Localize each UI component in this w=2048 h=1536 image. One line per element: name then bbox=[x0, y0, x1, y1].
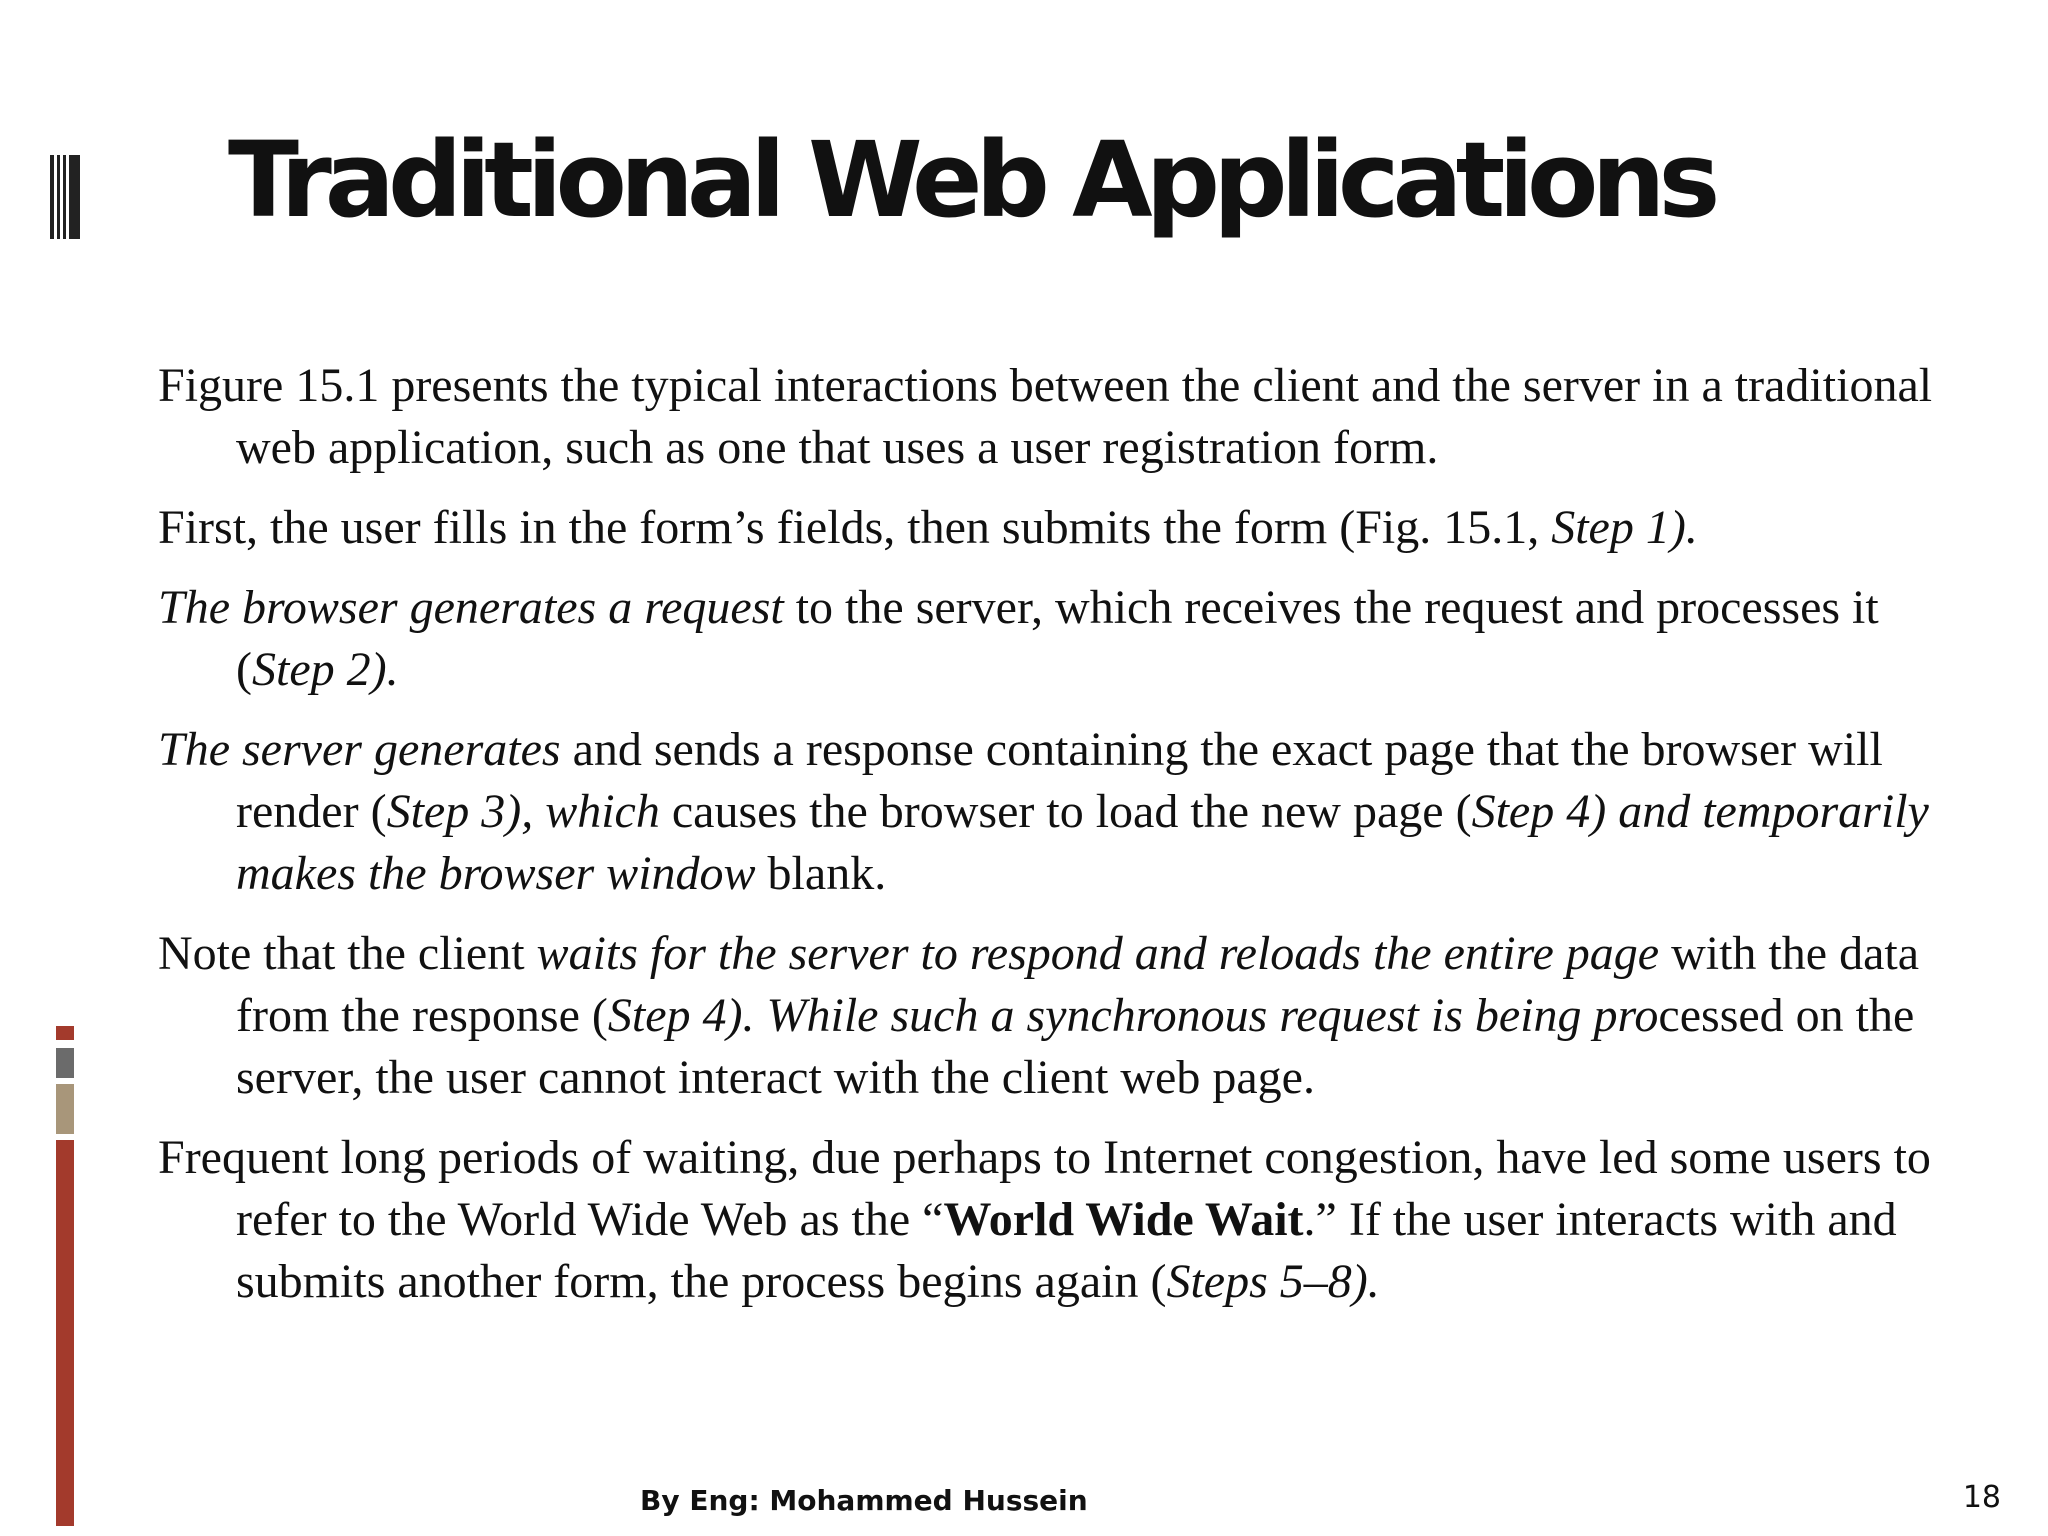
text-run: Step 4) and temporarily makes the browser window bbox=[236, 785, 1929, 900]
paragraph-1 bbox=[158, 355, 1958, 479]
text-run: cessed on the server, the user cannot interact with the client web page. bbox=[236, 989, 1915, 1104]
accent-block-tan bbox=[56, 1084, 74, 1134]
text-run: The server generates bbox=[158, 723, 561, 776]
text-run: Frequent long periods of waiting, due perhaps to Internet congestion, have led some users to refer to the World Wide Web as the “ bbox=[158, 1131, 1931, 1246]
accent-block-red bbox=[56, 1140, 74, 1526]
text-run: and sends a response containing the exact page that the browser will render ( bbox=[236, 723, 1883, 838]
text-run: The browser generates a request bbox=[158, 581, 784, 634]
page-number: 18 bbox=[1962, 1480, 2001, 1515]
accent-block-red-small bbox=[56, 1026, 74, 1040]
paragraph-5 bbox=[158, 923, 1958, 1109]
text-run: Step 1). bbox=[1551, 501, 1698, 554]
text-run: with the data from the response ( bbox=[236, 927, 1920, 1042]
text-run: blank. bbox=[755, 847, 887, 900]
text-run: Figure 15.1 presents the typical interactions between the client and the server in a traditional web application, such as one that uses a user registration form. bbox=[158, 359, 1933, 474]
text-run: World Wide Wait bbox=[943, 1193, 1304, 1246]
paragraph-4 bbox=[158, 719, 1958, 905]
text-run: Steps 5–8). bbox=[1166, 1255, 1380, 1308]
text-run: Step 2). bbox=[251, 643, 399, 696]
title-bars-icon bbox=[50, 155, 80, 239]
text-run: waits for the server to respond and reloads the entire page bbox=[536, 927, 1660, 980]
text-run: Step 4). While such a synchronous request is being pro bbox=[607, 989, 1659, 1042]
text-run: .” If the user interacts with and submits another form, the process begins again ( bbox=[236, 1193, 1897, 1308]
accent-block-gray bbox=[56, 1048, 74, 1078]
text-run: Step 3), which bbox=[386, 785, 660, 838]
paragraph-2 bbox=[158, 497, 1958, 559]
paragraph-6 bbox=[158, 1127, 1958, 1313]
side-accent-bar bbox=[56, 1026, 74, 1526]
text-run: to the server, which receives the request and processes it ( bbox=[236, 581, 1879, 696]
text-run: causes the browser to load the new page ( bbox=[659, 785, 1472, 838]
text-run: First, the user fills in the form’s fields, then submits the form (Fig. 15.1, bbox=[158, 501, 1552, 554]
slide-body bbox=[158, 355, 1958, 1331]
paragraph-3 bbox=[158, 577, 1958, 701]
slide-title: Traditional Web Applications bbox=[228, 119, 1714, 241]
footer-author: By Eng: Mohammed Hussein bbox=[640, 1484, 1088, 1517]
text-run: Note that the client bbox=[158, 927, 537, 980]
